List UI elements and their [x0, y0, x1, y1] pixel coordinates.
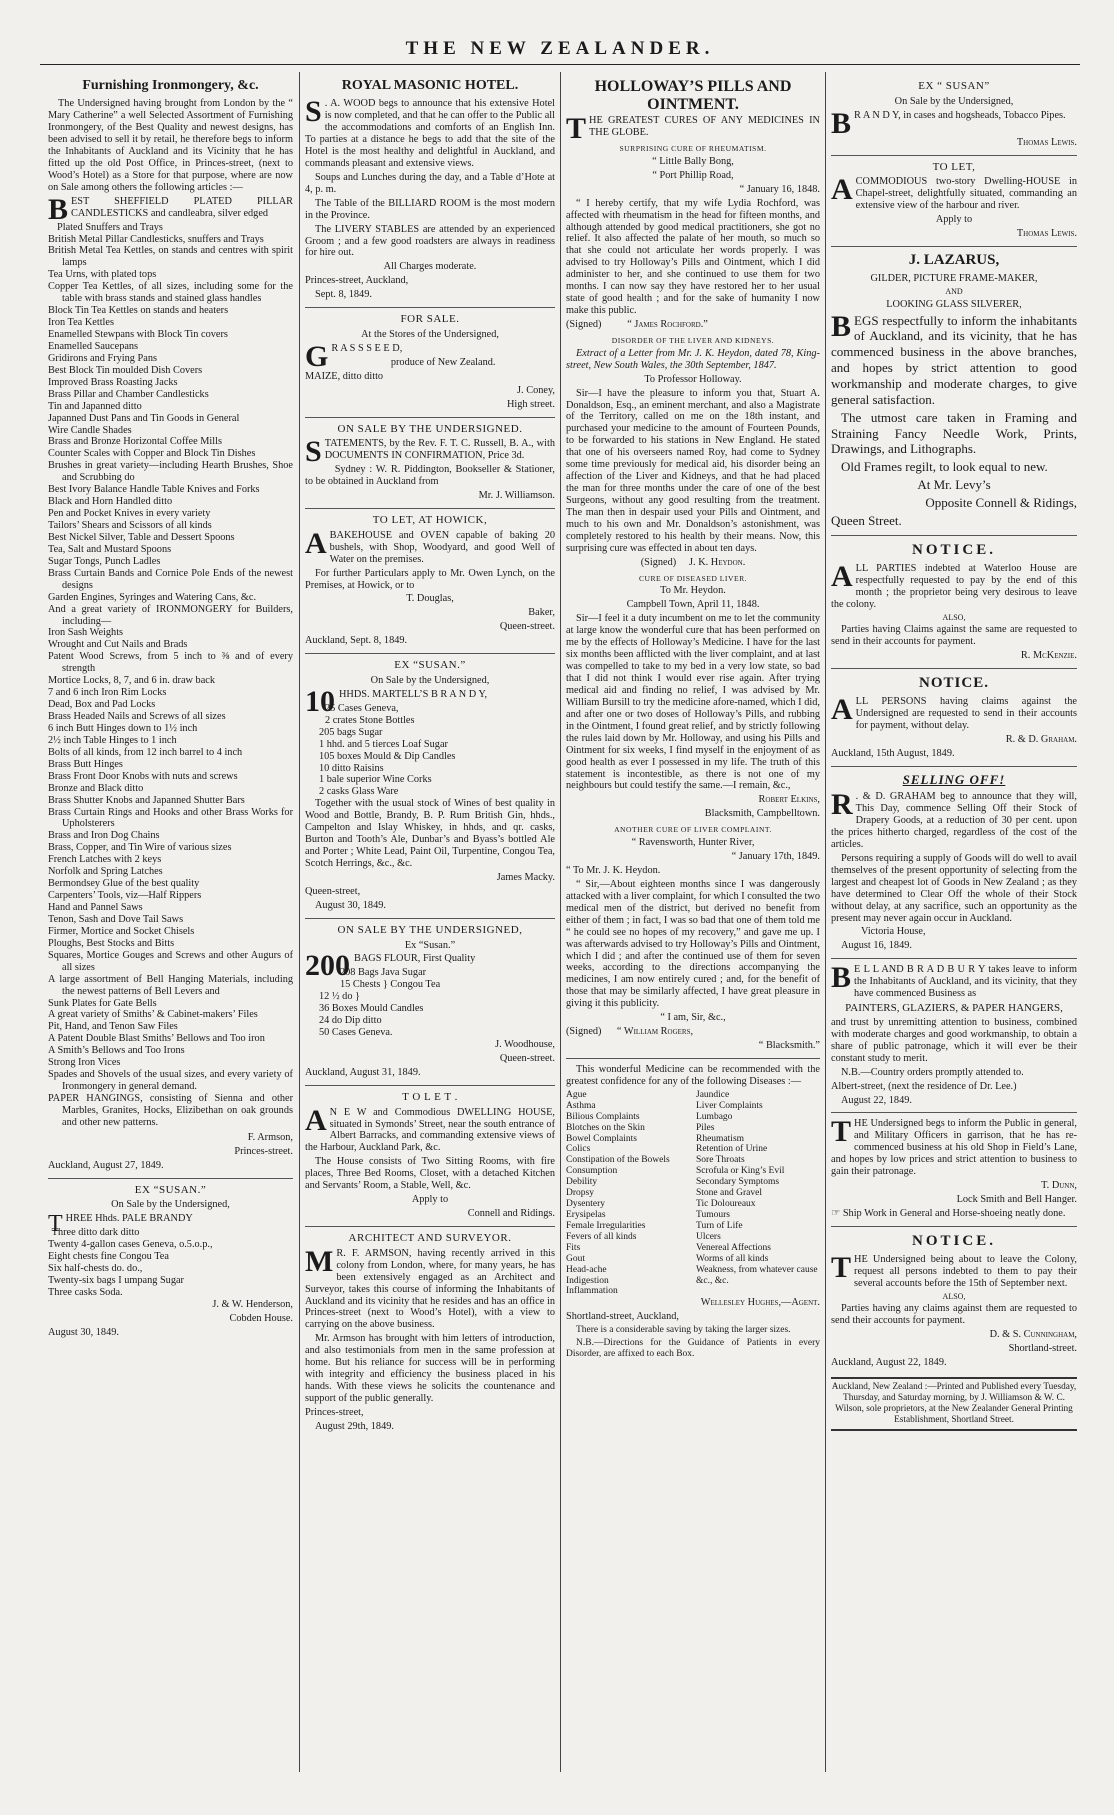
case3-heading: CURE OF DISEASED LIVER. — [638, 573, 748, 583]
architect-address: Princes-street, — [305, 1406, 364, 1418]
case2-body: Sir—I have the pleasure to inform you that, Stuart A. Donaldson, Esq., an eminent merchant, and also a Magistrate of the Territory, called on me on the 18th instant, and purchased your medicine to the amount of Fourteen Pounds, to be forwarded to his stations in New England. He stated that one of his overseers named Roy, had come to Sydney some time previously for medical aid, his disorder being an affection of the Liver and Kidneys, and that he had placed the man for three months under the care of one of the best Surgeons, without any good resulting from the treatment. The man then in despair used your Pills and Ointment, and much to his own and Mr. Donaldson’s astonishment, was completely restored to his health by their means. Now, this surprising cure was effected in about ten days. — [566, 387, 820, 554]
lewis-signer: Thomas Lewis. — [1016, 136, 1077, 148]
divider — [305, 653, 555, 654]
notice-1-also: ALSO, — [942, 612, 966, 622]
divider — [831, 958, 1077, 959]
hotel-charges: All Charges moderate. — [383, 261, 477, 273]
macky-first-item: 10 HHDS. MARTELL’S B R A N D Y, — [305, 684, 488, 718]
forsale-signer: J. Coney, — [517, 384, 555, 396]
case4-role: “ Blacksmith.” — [758, 1040, 820, 1052]
selling-off-persons: Persons requiring a supply of Goods will do well to avail themselves of the present opportunity of selecting from the largest and cheapest lot of Goods in New Zealand ; as they have determined to Clear Off the whole of their Stock without delay, at any sacrifice, such an opportunity as the present may never again occur in Auckland. — [831, 852, 1077, 924]
list-item: Gridirons and Frying Pans — [48, 352, 157, 364]
ex-susan-first-item: THREE Hhds. PALE BRANDY — [48, 1211, 193, 1238]
list-item: PAPER HANGINGS, consisting of Sienna and other Marbles, Granites, Hocks, Elizibethan on oak grounds and other new patterns. — [48, 1093, 293, 1128]
selling-off-body: R . & D. GRAHAM beg to announce that they will, This Day, commence Selling Off their Stock of Drapery Goods, at a reduction of 30 per cent. upon the prices hitherto charged, regardless of the cost of the articles. — [831, 788, 1077, 850]
list-item: Fits — [566, 1242, 581, 1253]
lewis-exsusan-sub: On Sale by the Undersigned, — [894, 95, 1014, 107]
list-item: Tailors’ Shears and Scissors of all kinds — [48, 520, 212, 532]
henderson-date: August 30, 1849. — [48, 1326, 119, 1338]
list-item: Dropsy — [566, 1188, 594, 1199]
divider — [305, 417, 555, 418]
case1-date: “ January 16, 1848. — [739, 183, 820, 195]
masthead: THE NEW ZEALANDER. — [405, 38, 715, 59]
forsale-heading: FOR SALE. — [400, 313, 460, 326]
lazarus-framing: The utmost care taken in Framing and Straining Fancy Needle Work, Prints, Drawings, and Lithographs. — [831, 409, 1077, 457]
divider — [305, 1085, 555, 1086]
list-item: Carpenters’ Tools, viz—Half Rippers — [48, 890, 202, 902]
forsale-produce: produce of New Zealand. — [390, 356, 496, 368]
case3-role: Blacksmith, Campbelltown. — [704, 808, 820, 820]
forsale-sub: At the Stores of the Undersigned, — [361, 328, 499, 340]
list-item: Constipation of the Bowels — [566, 1155, 670, 1166]
list-item: 7 and 6 inch Iron Rim Locks — [48, 687, 167, 699]
case2-heading: DISORDER OF THE LIVER AND KIDNEYS. — [611, 335, 775, 345]
macky-address: Queen-street, — [305, 885, 361, 897]
ironmongery-date: Auckland, August 27, 1849. — [48, 1159, 164, 1171]
notice-1-signer: R. McKenzie. — [1020, 650, 1077, 662]
list-item: A Smith’s Bellows and Too Irons — [48, 1045, 185, 1057]
list-item: Enamelled Saucepans — [48, 340, 139, 352]
onsale1-signer: Mr. J. Williamson. — [478, 490, 555, 502]
list-item: 205 bags Sugar — [319, 726, 383, 738]
list-item: Lumbago — [696, 1111, 733, 1122]
list-item: 24 do Dip ditto — [319, 1015, 382, 1027]
case4-addressee: “ To Mr. J. K. Heydon. — [566, 864, 661, 876]
case2-addressee: To Professor Holloway. — [644, 373, 742, 385]
lewis-brandy: B R A N D Y, in cases and hogsheads, Tobacco Pipes. — [831, 106, 1066, 140]
bell-bradbury-body: B E L L AND B R A D B U R Y takes leave to inform the Inhabitants of Auckland, and its vicinity, that they have commenced Business as — [831, 961, 1077, 1000]
list-item: Sore Throats — [696, 1155, 745, 1166]
list-item: Female Irregularities — [566, 1220, 646, 1231]
list-item: Mortice Locks, 8, 7, and 6 in. draw back — [48, 675, 215, 687]
list-item: British Metal Tea Kettles, on stands and centres with spirit lamps — [48, 245, 293, 269]
list-item: Tea, Salt and Mustard Spoons — [48, 543, 172, 555]
case3-body: Sir—I feel it a duty incumbent on me to let the community at large know the wonderful cure that has been performed on me by the effects of Holloway’s Medicine. I have for the last six months been afflicted with the liver complaint, and at last was compelled to take to my bed in a very low state, so bad that I did not think I would ever rise again. After trying medical aid and finding no relief, I was advised by Mr. William Bursill to try the medicine afore-named, which I did, and after one or two doses of Holloway’s Pills, and rubbing in the Ointment, I found great relief, and by strictly following the rules laid down by Mr. Holloway, and using his Pills and Ointment for six weeks, I find myself in the enjoyment of as good health as ever I possessed in my life. The truth of this statement is incontestible, as there is not one of my neighbours but could testify the same.—I remain, &c., — [566, 613, 820, 792]
list-item: 12 ½ do } — [319, 991, 360, 1003]
case1-address: “ Little Bally Bong, — [652, 155, 734, 167]
list-item: Turn of Life — [696, 1220, 743, 1231]
notice-3-heading: NOTICE. — [912, 1232, 996, 1249]
list-item: Dead, Box and Pad Locks — [48, 699, 156, 711]
column-2 — [305, 76, 555, 1766]
pointing-hand-icon: ☞ — [831, 1208, 841, 1220]
lewis-tolet-body: A COMMODIOUS two-story Dwelling-HOUSE in Chapel-street, delightfully situated, commanding an extensive view of the harbour and river. — [831, 173, 1077, 212]
macky-body: Together with the usual stock of Wines of best quality in Wood and Bottle, Brandy, B. P. Rum British Gin, hhds., Campelton and Islay Whiskey, in hhds, and qr. casks, Burton and Tooth’s Ale, Dunbar’s and Byass’s bottled Ale and Porter ; White Lead, Paint Oil, Turpentine, Congou Tea, Scotch Herrings, &c., &c. — [305, 798, 555, 870]
hotel-billiard: The Table of the BILLIARD ROOM is the most modern in the Province. — [305, 197, 555, 221]
case4-heading: ANOTHER CURE OF LIVER COMPLAINT. — [614, 825, 772, 835]
list-item: And a great variety of IRONMONGERY for Builders, including— — [48, 603, 293, 627]
list-item: Six half-chests do. do., — [48, 1263, 143, 1275]
divider — [831, 766, 1077, 767]
list-item: Tic Doloureaux — [696, 1199, 756, 1210]
list-item: Fevers of all kinds — [566, 1231, 637, 1242]
tolet-apply: Apply to — [411, 1194, 449, 1206]
column-divider — [560, 72, 561, 1772]
forsale-grass-seed: G R A S S S E E D, — [305, 339, 403, 373]
ironmongery-signer: F. Armson, — [247, 1131, 293, 1143]
case2-extract: Extract of a Letter from Mr. J. K. Heydon, dated 78, King-street, New South Wales, the 30th September, 1847. — [566, 347, 820, 371]
list-item: Squares, Mortice Gouges and Screws and other Augurs of all sizes — [48, 949, 293, 973]
lewis-tolet-apply: Apply to — [935, 214, 973, 226]
list-item: Jaundice — [696, 1089, 730, 1100]
hotel-date: Sept. 8, 1849. — [315, 289, 372, 301]
list-item: Brass Front Door Knobs with nuts and screws — [48, 770, 238, 782]
list-item: 208 Bags Java Sugar — [340, 967, 427, 979]
divider — [566, 1058, 820, 1059]
list-item: Twenty 4-gallon cases Geneva, o.5.o.p., — [48, 1239, 213, 1251]
notice-1-heading: NOTICE. — [912, 541, 996, 558]
henderson-address: Cobden House. — [229, 1312, 293, 1324]
list-item: Brass Headed Nails and Screws of all sizes — [48, 711, 226, 723]
list-item: 105 boxes Mould & Dip Candles — [319, 750, 456, 762]
list-item: Eight chests fine Congou Tea — [48, 1251, 169, 1263]
tolet-heading: T O L E T . — [402, 1090, 458, 1103]
hotel-body: S . A. WOOD begs to announce that his extensive Hotel is now completed, and that he can offer to the Public all the accommodations and comforts of an English Inn. To parties at a distance he begs to add that the site of the Hotel is the most healthy and delightful in Auckland, and commands pleasant and extensive views. — [305, 95, 555, 169]
list-item: Ploughs, Best Stocks and Bitts — [48, 937, 175, 949]
list-item: Secondary Symptoms — [696, 1177, 780, 1188]
case2-signature: (Signed) J. K. Heydon. — [640, 556, 746, 568]
list-item: French Latches with 2 keys — [48, 854, 162, 866]
list-item: Spades and Shovels of the usual sizes, and every variety of Ironmongery in general demand. — [48, 1069, 293, 1093]
notice-3-signer: D. & S. Cunningham, — [989, 1329, 1077, 1341]
case4-date: “ January 17th, 1849. — [731, 851, 820, 862]
list-item: Sunk Plates for Gate Bells — [48, 997, 157, 1009]
notice-2-date: Auckland, 15th August, 1849. — [831, 748, 955, 760]
list-item: Bronze and Black ditto — [48, 782, 144, 794]
list-item: Indigestion — [566, 1275, 609, 1286]
list-item: Twenty-six bags I umpang Sugar — [48, 1275, 184, 1287]
hotel-heading: ROYAL MASONIC HOTEL. — [341, 78, 519, 93]
list-item: 25 Cases Geneva, — [325, 702, 399, 714]
lazarus-heading: J. LAZARUS, — [908, 252, 1000, 269]
list-item: 2 casks Glass Ware — [319, 786, 399, 798]
lazarus-regilt: Old Frames regilt, to look equal to new. — [841, 459, 1048, 475]
onsale1-body: STATEMENTS, by the Rev. F. T. C. Russell, B. A., with DOCUMENTS IN CONFIRMATION, Price 3d. — [305, 435, 555, 469]
forsale-maize: MAIZE, ditto ditto — [305, 370, 384, 382]
case3-addressee: To Mr. Heydon. — [660, 585, 726, 597]
list-item: A great variety of Smiths’ & Cabinet-makers’ Files — [48, 1009, 258, 1021]
list-item: Brass Curtain Bands and Cornice Pole Ends of the newest designs — [48, 567, 293, 591]
list-item: Worms of all kinds — [696, 1253, 769, 1264]
list-item: Weakness, from whatever cause — [696, 1264, 818, 1275]
diseases-right-column — [696, 1090, 820, 1298]
list-item: A large assortment of Bell Hanging Materials, including the newest patterns of Bell Levers and — [48, 973, 293, 997]
agent-address: Shortland-street, Auckland, — [566, 1311, 679, 1323]
list-item: A Patent Double Blast Smiths’ Bellows and Too iron — [48, 1033, 265, 1045]
ex-susan-sub: On Sale by the Undersigned, — [111, 1199, 230, 1211]
ironmongery-intro: The Undersigned having brought from London by the “ Mary Catherine” a well Selected Assortment of Furnishing Ironmongery, of the Best Quality and newest designs, has been advised to sell it by retail, he therefore begs to inform the Inhabitants of Auckland and its Vicinity that he has fitted up the old Post Office, in Princes-street, (next to Wood’s Hotel) as a Store for that purpose, where are now on Sale among others the following articles :— — [48, 98, 293, 193]
list-item: Iron Sash Weights — [48, 627, 124, 639]
list-item: Scrofula or King’s Evil — [696, 1166, 785, 1177]
macky-list — [305, 703, 555, 799]
list-item: Rheumatism — [696, 1133, 745, 1144]
diseases-intro: This wonderful Medicine can be recommended with the greatest confidence for any of the following Diseases :— — [566, 1064, 820, 1087]
list-item: Brass and Bronze Horizontal Coffee Mills — [48, 436, 222, 448]
divider — [831, 668, 1077, 669]
list-item: Iron Tea Kettles — [48, 317, 114, 329]
list-item: Brass Shutter Knobs and Japanned Shutter Bars — [48, 794, 245, 806]
dunn-signer: T. Dunn, — [1041, 1180, 1077, 1192]
woodhouse-heading: ON SALE BY THE UNDERSIGNED, — [337, 923, 523, 936]
notice-3-also: ALSO, — [942, 1292, 966, 1302]
list-item: Ague — [566, 1089, 587, 1100]
onsale1-heading: ON SALE BY THE UNDERSIGNED. — [337, 422, 523, 435]
tolet-body: A N E W and Commodious DWELLING HOUSE, situated in Symonds’ Street, near the south entrance of Albert Barracks, and commanding extensive views of the Harbour, Auckland Park, &c. — [305, 1103, 555, 1154]
case3-name: Robert Elkins, — [758, 794, 820, 806]
lazarus-trade: GILDER, PICTURE FRAME-MAKER, — [870, 273, 1038, 285]
list-item: 2 crates Stone Bottles — [325, 714, 415, 726]
list-item: Retention of Urine — [696, 1144, 768, 1155]
list-item: Brushes in great variety—including Hearth Brushes, Shoe and Scrubbing do — [48, 460, 293, 484]
list-item: 50 Cases Geneva. — [319, 1027, 393, 1039]
divider — [305, 918, 555, 919]
list-item: Bilious Complaints — [566, 1111, 640, 1122]
list-item: 1 bale superior Wine Corks — [319, 774, 432, 786]
list-item: Brass Pillar and Chamber Candlesticks — [48, 388, 209, 400]
woodhouse-list — [305, 967, 555, 1039]
selling-off-address: Victoria House, — [861, 926, 926, 938]
list-item: Pit, Hand, and Tenon Saw Files — [48, 1021, 178, 1033]
list-item: Copper Tea Kettles, of all sizes, including some for the table with brass stands and stained glass handles — [48, 281, 293, 305]
list-item: Ulcers — [696, 1231, 721, 1242]
notice-2-heading: NOTICE. — [919, 674, 989, 691]
woodhouse-address: Queen-street. — [499, 1052, 555, 1064]
ironmongery-heading: Furnishing Ironmongery, &c. — [82, 78, 259, 93]
list-item: Colics — [566, 1144, 591, 1155]
henderson-signer: J. & W. Henderson, — [212, 1298, 293, 1310]
bell-bradbury-trade: PAINTERS, GLAZIERS, & PAPER HANGERS, — [845, 1002, 1063, 1015]
tolet-signer: Connell and Ridings. — [467, 1208, 555, 1220]
list-item: Hand and Pannel Saws — [48, 902, 143, 914]
list-item: Brass, Copper, and Tin Wire of various sizes — [48, 842, 232, 854]
list-item: Bermondsey Glue of the best quality — [48, 878, 200, 890]
list-item: Debility — [566, 1177, 598, 1188]
divider — [305, 307, 555, 308]
case4-address: “ Ravensworth, Hunter River, — [631, 837, 755, 849]
list-item: Inflammation — [566, 1286, 618, 1297]
notice-3-claims: Parties having any claims against them are requested to send their accounts for payment. — [831, 1303, 1077, 1327]
architect-body: M R. F. ARMSON, having recently arrived in this colony from London, where, for many years, he has been extensively engaged as an Architect and Surveyor, takes this course of informing the Inhabitants of Auckland and its vicinity that he resides and has an office in Princes-street (next to Wood’s Hotel), with a view to carrying on the above business. — [305, 1244, 555, 1331]
list-item: British Metal Pillar Candlesticks, snuffers and Trays — [48, 233, 264, 245]
list-item: 10 ditto Raisins — [319, 762, 384, 774]
lazarus-and: AND — [945, 287, 963, 297]
case1-heading: SURPRISING CURE OF RHEUMATISM. — [619, 144, 767, 154]
list-item: Best Nickel Silver, Table and Dessert Spoons — [48, 531, 235, 543]
ex-susan-list — [48, 1227, 293, 1299]
howick-body: A BAKEHOUSE and OVEN capable of baking 20 bushels, with Shop, Woodyard, and good Well of Water on the premises. — [305, 526, 555, 565]
list-item: Black and Horn Handled ditto — [48, 496, 173, 508]
notice-2-body: ALL PERSONS having claims against the Undersigned are requested to send in their accounts for payment, without delay. — [831, 693, 1077, 732]
woodhouse-sub: Ex “Susan.” — [404, 939, 456, 951]
list-item: Improved Brass Roasting Jacks — [48, 376, 178, 388]
dunn-role: Lock Smith and Bell Hanger. — [956, 1194, 1077, 1206]
holloway-heading: HOLLOWAY’S PILLS AND OINTMENT. — [594, 78, 792, 113]
bell-bradbury-nb: N.B.—Country orders promptly attended to. — [841, 1066, 1024, 1078]
case1-body: “ I hereby certify, that my wife Lydia Rochford, was affected with rheumatism in the head for fifteen months, and although attended by good medical practitioners, she got no relief. It also affected the palate of her mouth, so much so that she could not articulate her words properly. I was advised to try Holloway’s Pills and Ointment, which I did administer to her, and she continued to use them for two months. I can now say they have restored her to her usual state of good health ; and for the sake of humanity I now make this public. — [566, 197, 820, 317]
architect-heading: ARCHITECT AND SURVEYOR. — [348, 1232, 512, 1245]
list-item: Sugar Tongs, Punch Ladles — [48, 555, 161, 567]
diseases-table — [566, 1090, 820, 1298]
list-item: Gout — [566, 1253, 585, 1264]
list-item: Venereal Affections — [696, 1242, 772, 1253]
column-3 — [566, 76, 820, 1766]
case4-body: “ Sir,—About eighteen months since I was dangerously attacked with a liver complaint, for which I consulted the two medical men of the district, but derived no benefit from either of them ; in fact, I was so bad that one of them told me “ he could see no hopes of my recovery,” and gave me up. I was afterwards advised to try Holloway’s Pills and Ointment, which I did ; and after the continued use of them for seven weeks, according to the directions accompanying the medicines, I am now entirely cured ; and, for the benefit of those that may be similarly affected, I have great pleasure in giving it this publicity. — [566, 878, 820, 1010]
list-item: Tea Urns, with plated tops — [48, 269, 157, 281]
directions-note: N.B.—Directions for the Guidance of Patients in every Disorder, are affixed to each Box. — [566, 1338, 820, 1360]
list-item: Counter Scales with Copper and Block Tin Dishes — [48, 448, 256, 460]
onsale1-sydney: Sydney : W. R. Piddington, Bookseller & Stationer, to be obtained in Auckland from — [305, 464, 555, 488]
case4-close: “ I am, Sir, &c., — [660, 1012, 726, 1024]
column-4 — [831, 76, 1077, 1766]
ironmongery-first-item: BEST SHEFFIELD PLATED PILLAR CANDLESTICKS and candleabra, silver edged — [48, 192, 293, 226]
list-item: Plated Snuffers and Trays — [57, 221, 163, 233]
list-item: Bowel Complaints — [566, 1133, 637, 1144]
dunn-body: THE Undersigned begs to inform the Public in general, and Military Officers in garrison, that he has re-commenced business at his old Shop in Field’s Lane, and hopes by low prices and strict attention to business to gain their patronage. — [831, 1115, 1077, 1178]
list-item: Japanned Dust Pans and Tin Goods in General — [48, 412, 240, 424]
list-item: 36 Boxes Mould Candles — [319, 1003, 424, 1015]
woodhouse-first-item: 200 BAGS FLOUR, First Quality — [305, 949, 476, 983]
list-item: Brass and Iron Dog Chains — [48, 830, 160, 842]
macky-sub: On Sale by the Undersigned, — [370, 674, 490, 686]
ex-susan-heading: EX “SUSAN.” — [134, 1183, 207, 1196]
bell-bradbury-address: Albert-street, (next the residence of Dr. Lee.) — [831, 1080, 1017, 1092]
hotel-stables: The LIVERY STABLES are attended by an experienced Groom ; and a few good roadsters are always in readiness for hire out. — [305, 223, 555, 259]
howick-address: Queen-street. — [499, 621, 555, 633]
lazarus-location-2: Opposite Connell & Ridings, — [925, 495, 1077, 511]
list-item: Block Tin Tea Kettles on stands and heaters — [48, 305, 229, 317]
howick-signer: T. Douglas, — [406, 593, 454, 605]
lazarus-location-3: Queen Street. — [831, 512, 902, 528]
list-item: Brass Butt Hinges — [48, 758, 123, 770]
hotel-address: Princes-street, Auckland, — [305, 275, 409, 287]
case1-address: “ Port Phillip Road, — [652, 169, 734, 181]
list-item: Tin and Japanned ditto — [48, 400, 142, 412]
list-item: Dysentery — [566, 1199, 606, 1210]
lazarus-trade-2: LOOKING GLASS SILVERER, — [886, 298, 1022, 310]
saving-note: There is a considerable saving by taking the larger sizes. — [576, 1325, 791, 1336]
lazarus-body: BEGS respectfully to inform the inhabitants of Auckland, and its vicinity, that he has commenced business in the above branches, and hopes by strict attention to good workmanship and moderate charges, to give general satisfaction. — [831, 309, 1077, 407]
divider — [831, 1226, 1077, 1227]
woodhouse-signer: J. Woodhouse, — [495, 1039, 555, 1051]
ironmongery-list — [48, 222, 293, 1129]
list-item: Liver Complaints — [696, 1100, 763, 1111]
list-item: Brass Curtain Rings and Hooks and other Brass Works for Upholsterers — [48, 806, 293, 830]
divider — [48, 1178, 293, 1179]
divider — [305, 508, 555, 509]
notice-3-body: THE Undersigned being about to leave the Colony, request all persons indebted to them to pay their several accounts before the 15th of September next. — [831, 1251, 1077, 1290]
list-item: Stone and Gravel — [696, 1188, 762, 1199]
howick-role: Baker, — [528, 607, 555, 619]
woodhouse-date: Auckland, August 31, 1849. — [305, 1066, 421, 1078]
list-item: Blotches on the Skin — [566, 1122, 645, 1133]
list-item: &c., &c. — [696, 1275, 729, 1286]
howick-particulars: For further Particulars apply to Mr. Owen Lynch, on the Premises, at Howick, or to — [305, 567, 555, 591]
lewis-tolet-signer: Thomas Lewis. — [1016, 228, 1077, 240]
bell-bradbury-trust: and trust by unremitting attention to business, combined with moderate charges and good workmanship, to obtain a share of public patronage, which it will ever be their constant study to merit. — [831, 1016, 1077, 1064]
list-item: Norfolk and Spring Latches — [48, 866, 163, 878]
agent-name: Wellesley Hughes,—Agent. — [700, 1297, 820, 1309]
list-item: Bolts of all kinds, from 12 inch barrel to 4 inch — [48, 746, 243, 758]
list-item: Tenon, Sash and Dove Tail Saws — [48, 913, 184, 925]
column-divider — [299, 72, 300, 1772]
case1-signature: (Signed) “ James Rochford.” — [566, 319, 708, 331]
list-item: Erysipelas — [566, 1210, 606, 1221]
selling-off-date: August 16, 1849. — [841, 940, 912, 952]
selling-off-heading: SELLING OFF! — [902, 772, 1006, 788]
divider — [831, 535, 1077, 536]
list-item: Asthma — [566, 1100, 596, 1111]
lewis-exsusan-heading: EX “ SUSAN” — [918, 80, 990, 92]
list-item: 6 inch Butt Hinges down to 1½ inch — [48, 722, 198, 734]
tolet-house: The House consists of Two Sitting Rooms, with fire places, Three Bed Rooms, Closet, with a detached Kitchen and Servants’ Room, a Stable, Well, &c. — [305, 1156, 555, 1192]
macky-heading: EX “SUSAN.” — [394, 659, 466, 672]
list-item: Best Ivory Balance Handle Table Knives and Forks — [48, 484, 260, 496]
list-item: Firmer, Mortice and Socket Chisels — [48, 925, 195, 937]
list-item: Best Block Tin moulded Dish Covers — [48, 364, 203, 376]
case4-signature: (Signed) “ William Rogers, — [566, 1026, 694, 1038]
imprint: Auckland, New Zealand :—Printed and Published every Tuesday, Thursday, and Saturday morning, by J. Williamson & W. C. Wilson, sole proprietors, at the New Zealander General Printing Establishment, Shortland Street. — [831, 1377, 1077, 1431]
list-item: Pen and Pocket Knives in every variety — [48, 508, 211, 520]
divider — [831, 155, 1077, 156]
notice-2-signer: R. & D. Graham. — [1005, 734, 1077, 746]
list-item: Enamelled Stewpans with Block Tin covers — [48, 329, 228, 341]
list-item: Tumours — [696, 1210, 730, 1221]
macky-signer: James Macky. — [496, 871, 555, 883]
masthead-rule — [40, 64, 1080, 65]
list-item: Wrought and Cut Nails and Brads — [48, 639, 188, 651]
bell-bradbury-date: August 22, 1849. — [841, 1094, 912, 1106]
column-1 — [48, 76, 293, 1766]
divider — [305, 1226, 555, 1227]
holloway-subhead: THE GREATEST CURES OF ANY MEDICINES IN THE GLOBE. — [566, 112, 820, 146]
lazarus-location: At Mr. Levy’s — [917, 477, 991, 493]
forsale-address: High street. — [506, 398, 555, 410]
column-divider — [825, 72, 826, 1772]
case3-address: Campbell Town, April 11, 1848. — [626, 599, 760, 611]
lewis-tolet-heading: TO LET, — [932, 160, 976, 173]
list-item: Consumption — [566, 1166, 618, 1177]
notice-3-date: Auckland, August 22, 1849. — [831, 1357, 947, 1369]
hotel-soups: Soups and Lunches during the day, and a Table d’Hote at 4, p. m. — [305, 171, 555, 195]
list-item: 15 Chests } Congou Tea — [340, 979, 441, 991]
divider — [831, 1112, 1077, 1113]
macky-date: August 30, 1849. — [315, 899, 386, 911]
list-item: 1 hhd. and 5 tierces Loaf Sugar — [319, 738, 448, 750]
list-item: Strong Iron Vices — [48, 1057, 121, 1069]
dunn-ship-work: ☞ Ship Work in General and Horse-shoeing neatly done. — [831, 1208, 1066, 1220]
list-item: Wire Candle Shades — [48, 424, 132, 436]
diseases-left-column — [566, 1090, 690, 1298]
notice-1-claims: Parties having Claims against the same are requested to send in their accounts for payment. — [831, 624, 1077, 648]
ironmongery-address: Princes-street. — [234, 1145, 293, 1157]
list-item: Three casks Soda. — [48, 1286, 123, 1298]
list-item: Head-ache — [566, 1264, 607, 1275]
howick-heading: TO LET, AT HOWICK, — [372, 514, 488, 527]
list-item: Three ditto dark ditto — [51, 1227, 140, 1239]
notice-3-address: Shortland-street. — [1008, 1343, 1077, 1355]
architect-letters: Mr. Armson has brought with him letters of introduction, and also testimonials from men in the same profession at home. But his reliance for success will be in performing with integrity and efficiency the business placed in his hands. With these views he solicits the countenance and support of the public generally. — [305, 1333, 555, 1405]
list-item: Patent Wood Screws, from 5 inch to ⅜ and of every strength — [48, 651, 293, 675]
notice-1-body: ALL PARTIES indebted at Waterloo House are respectfully requested to pay by the end of this month ; the proprietor being very desirous to leave the colony. — [831, 560, 1077, 610]
divider — [831, 246, 1077, 247]
architect-date: August 29th, 1849. — [315, 1420, 394, 1432]
list-item: Garden Engines, Syringes and Watering Cans, &c. — [48, 591, 257, 603]
list-item: 2½ inch Table Hinges to 1 inch — [48, 734, 177, 746]
howick-date: Auckland, Sept. 8, 1849. — [305, 635, 408, 647]
list-item: Piles — [696, 1122, 715, 1133]
